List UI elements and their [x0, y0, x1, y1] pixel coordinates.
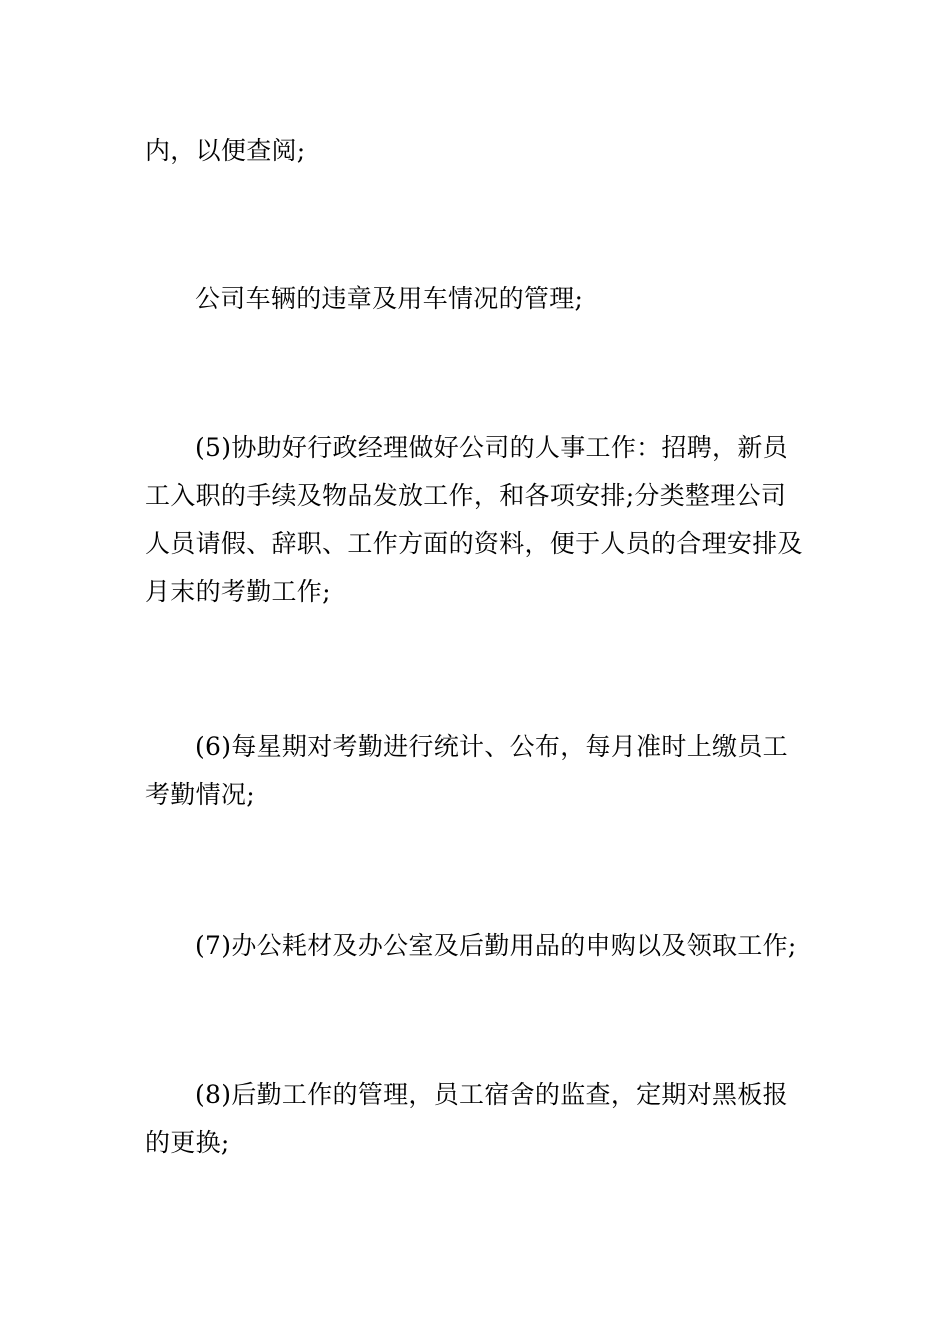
paragraph-continuation: 内，以便查阅;: [145, 136, 306, 165]
paragraph-item-7: (7)办公耗材及办公室及后勤用品的申购以及领取工作;: [195, 931, 797, 960]
paragraph-vehicle-management: 公司车辆的违章及用车情况的管理;: [195, 284, 584, 313]
paragraph-item-5: (5)协助好行政经理做好公司的人事工作：招聘，新员工入职的手续及物品发放工作，和各项安排;分类整理公司人员请假、辞职、工作方面的资料，便于人员的合理安排及月末的考勤工作;: [145, 433, 803, 606]
paragraph-item-8: (8)后勤工作的管理，员工宿舍的监查，定期对黑板报的更换;: [145, 1080, 788, 1157]
paragraph-item-6: (6)每星期对考勤进行统计、公布，每月准时上缴员工考勤情况;: [145, 732, 788, 809]
